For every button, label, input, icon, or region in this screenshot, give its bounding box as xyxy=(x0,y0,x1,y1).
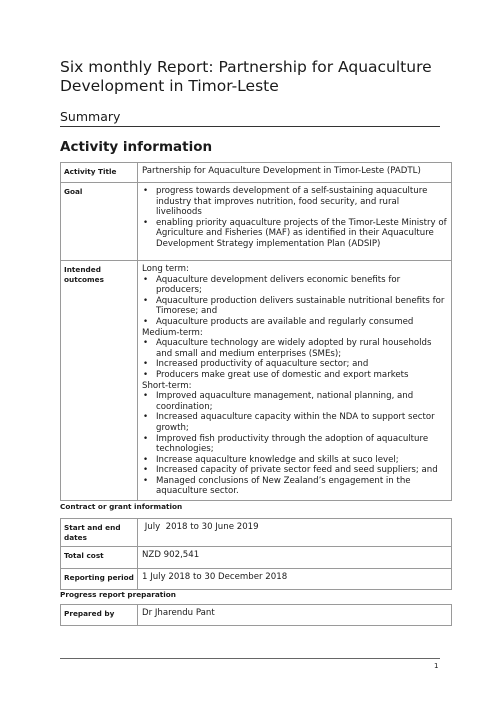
goal-list xyxy=(142,186,447,250)
list-item: • Increased capacity of private sector feed and seed suppliers; and xyxy=(142,465,447,476)
table-row xyxy=(61,163,452,183)
long-term-list xyxy=(142,275,447,328)
medium-term-label: Medium-term: xyxy=(142,327,203,338)
list-item: • Increased productivity of aquaculture sector; and xyxy=(142,359,447,370)
list-item: • Increase aquaculture knowledge and skills at suco level; xyxy=(142,455,447,466)
summary-heading: Summary xyxy=(60,109,440,127)
long-term-label: Long term: xyxy=(142,264,189,274)
list-item: • Aquaculture products are available and regularly consumed xyxy=(142,317,447,328)
list-item: • Increased aquaculture capacity within the NDA to support sector growth; xyxy=(142,412,447,433)
list-item: • enabling priority aquaculture projects of the Timor-Leste Ministry of Agriculture and Fisheries (MAF) as identified in their Aquaculture Development Strategy implementation Plan (ADSIP) xyxy=(142,218,447,250)
reporting-period-label: Reporting period xyxy=(61,569,138,590)
page-number: 1 xyxy=(434,662,439,670)
goal-label: Goal xyxy=(61,183,138,261)
footer-divider xyxy=(60,658,440,659)
activity-title-value: Partnership for Aquaculture Development in Timor-Leste (PADTL) xyxy=(138,163,452,183)
progress-table xyxy=(60,604,452,626)
list-item: • Aquaculture technology are widely adopted by rural households and small and medium enterprises (SMEs); xyxy=(142,338,447,359)
activity-title-label: Activity Title xyxy=(61,163,138,183)
list-item: • Aquaculture production delivers sustainable nutritional benefits for Timorese; and xyxy=(142,296,447,317)
total-cost-value: NZD 902,541 xyxy=(138,547,452,569)
dates-value: July 2018 to 30 June 2019 xyxy=(138,519,452,547)
list-item: • Managed conclusions of New Zealand’s engagement in the aquaculture sector. xyxy=(142,476,447,497)
activity-table xyxy=(60,162,452,501)
table-row xyxy=(61,183,452,261)
medium-term-list xyxy=(142,338,447,380)
outcomes-label: Intended outcomes xyxy=(61,261,138,501)
total-cost-label: Total cost xyxy=(61,547,138,569)
list-item: • Improved fish productivity through the adoption of aquaculture technologies; xyxy=(142,434,447,455)
list-item: • progress towards development of a self-sustaining aquaculture industry that improves nutrition, food security, and rural livelihoods xyxy=(142,186,447,218)
report-title: Six monthly Report: Partnership for Aquaculture Development in Timor-Leste xyxy=(60,58,432,95)
progress-heading: Progress report preparation xyxy=(60,590,177,599)
reporting-period-value: 1 July 2018 to 30 December 2018 xyxy=(138,569,452,590)
activity-heading: Activity information xyxy=(60,139,213,155)
table-row xyxy=(61,569,452,590)
short-term-list xyxy=(142,391,447,497)
short-term-label: Short-term: xyxy=(142,380,192,391)
table-row xyxy=(61,547,452,569)
table-row xyxy=(61,261,452,501)
table-row xyxy=(61,605,452,626)
prepared-by-label: Prepared by xyxy=(61,605,138,626)
list-item: • Aquaculture development delivers economic benefits for producers; xyxy=(142,275,447,296)
goal-value xyxy=(138,183,452,261)
list-item: • Improved aquaculture management, national planning, and coordination; xyxy=(142,391,447,412)
prepared-by-value: Dr Jharendu Pant xyxy=(138,605,452,626)
outcomes-value xyxy=(138,261,452,501)
table-row xyxy=(61,519,452,547)
contract-heading: Contract or grant information xyxy=(60,502,183,511)
list-item: • Producers make great use of domestic and export markets xyxy=(142,370,447,381)
dates-label: Start and end dates xyxy=(61,519,138,547)
contract-table xyxy=(60,518,452,590)
